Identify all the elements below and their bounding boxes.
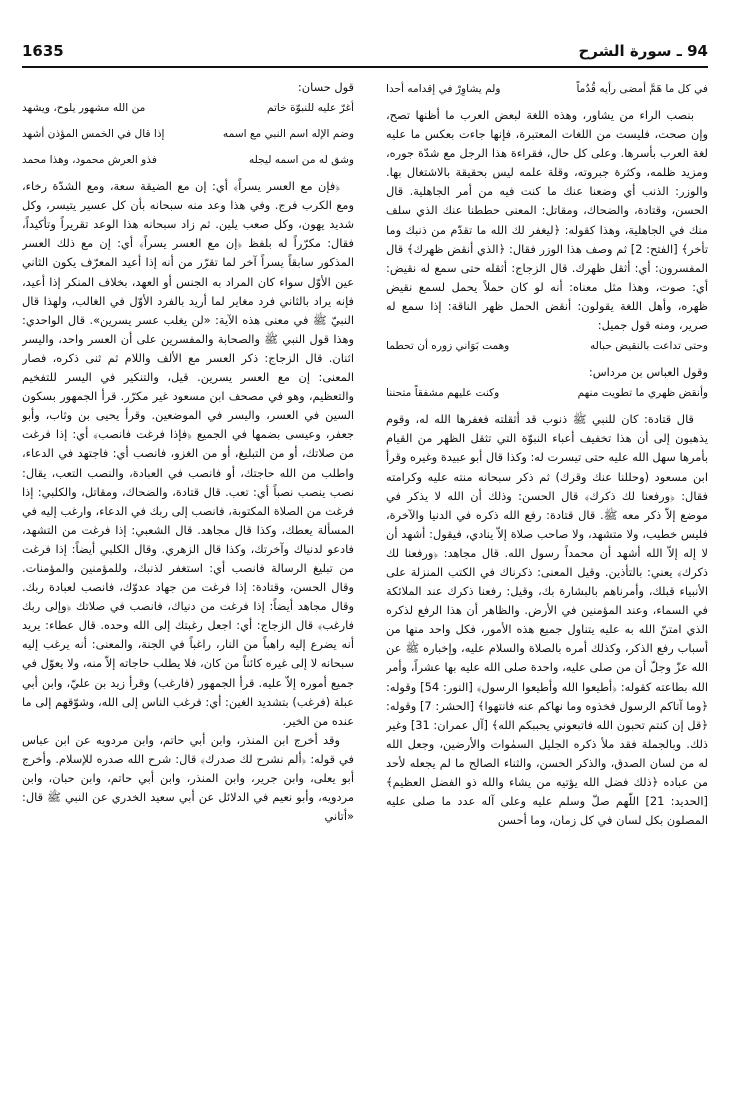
poetry-verse xyxy=(386,80,708,98)
commentary-paragraph: وقد أخرج ابن المنذر، وابن أبي حاتم، وابن مردويه عن ابن عباس في قوله: ﴿ألم نشرح لك صدرك﴾ قال: شرح الله صدره للإسلام. وأخرج أبو يعلى، وابن جرير، وابن المنذر، وابن أبي حاتم، وابن حبان، وابن مردويه، وأبو نعيم في الدلائل عن أبي سعيد الخدري عن النبي ﷺ قال: «أتاني xyxy=(22,732,354,824)
verse-second-hemistich: وهمت بَوَاني زوره أن تحطما xyxy=(386,340,510,353)
right-column xyxy=(386,78,708,1098)
commentary-paragraph: ﴿فإن مع العسر يسراً﴾ أي: إن مع الضيقة سعة، ومع الشدّة رخاء، ومع الكرب فرج. وفي هذا وعد منه سبحانه بأن كل عسير يتيسر، وكل شديد يهون، وكل صعب يلين. ثم زاد سبحانه هذا الوعد تقريراً وتأكيداً، فقال: مكرّراً له بلفظ ﴿إن مع العسر يسراً﴾ أي: إن مع ذلك العسر المذكور سابقاً يسراً آخر لما تقرّر من أنه إذا أعيد المعرّف يكون الثاني عين الأوّل سواء كان المراد به الجنس أو العهد، بخلاف المنكر إذا أعيد، فإنه يراد بالثاني فرد مغاير لما أريد بالفرد الأوّل في الغالب، ولهذا قال النبيّ ﷺ في معنى هذه الآية: «لن يغلب عسر يسرين». قال الواحدي: وهذا قول النبي ﷺ والصحابة والمفسرين على أن العسر واحد، واليسر اثنان. قال الزجاج: ذكر العسر مع الألف واللام ثم ثنى ذكره، فصار المعنى: إن مع العسر يسرين. قيل، والتنكير في اليسر للتفخيم والتعظيم، وهو في مصحف ابن مسعود غير مكرّر. قرأ الجمهور بسكون السين في العسر، واليسر في الموضعين. وقرأ يحيى بن وثاب، وأبو جعفر، وعيسى بضمها في الجميع ﴿فإذا فرغت فانصب﴾ أي: إذا فرغت من صلاتك، أو من التبليغ، أو من الغزو، فانصب أي: فاجتهد في الدعاء، واطلب من الله حاجتك، أو فانصب في العبادة، والنصب التعب، يقال: نصب ينصب نصباً أي: تعب. قال قتادة، والضحاك، ومقاتل، والكلبي: إذا فرغت من الصلاة المكتوبة، فانصب إلى ربك في الدعاء، وارغب إليه في المسألة يعطك، وكذا قال مجاهد. قال الشعبي: إذا فرغت من التشهد، فادعو لدنياك وآخرتك، وكذا قال الزهري. وقال الكلبي أيضاً: إذا فرغت من تبليغ الرسالة فانصب أي: استغفر لذنبك، وللمؤمنين والمؤمنات. وقال الحسن، وقتادة: إذا فرغت من جهاد عدوّك، فانصب لعبادة ربك. وقال مجاهد أيضاً: إذا فرغت من دنياك، فانصب في صلاتك ﴿وإلى ربك فارغب﴾ قال الزجاج: أي: اجعل رغبتك إلى الله وحده. قال عطاء: يريد أنه يضرع إليه راهباً من النار، راغباً في الجنة، والمعنى: أنه يرغب إليه سبحانه لا إلى غيره كائناً من كان، فلا يطلب حاجاته إلاّ منه، ولا يعوّل في جميع أموره إلاّ عليه. قرأ الجمهور (فارغب) وقرأ زيد بن عليّ، وابن أبي عبلة (فرغب) بتشديد الغين: أي: فرغب الناس إلى الله، وشوّقهم إلى ما عنده من الخير. xyxy=(22,179,354,728)
verse-second-hemistich: وكنت عليهم مشفقاً متحننا xyxy=(386,387,500,400)
poem-attribution: قول حسان: xyxy=(297,80,354,94)
running-title: 94 ـ سورة الشرح xyxy=(578,42,708,60)
verse-second-hemistich: فذو العرش محمود، وهذا محمد xyxy=(22,154,157,167)
poetry-verse xyxy=(386,384,708,402)
verse-first-hemistich: أغرّ عليه للنبوّة خاتم xyxy=(266,102,354,115)
poetry-verse xyxy=(22,99,354,117)
verse-second-hemistich: إذا قال في الخمس المؤذن أشهد xyxy=(22,128,165,141)
verse-second-hemistich: ولم يشاوِرْ في إقدامه أحدا xyxy=(386,83,501,95)
poem-attribution: وقول العباس بن مرداس: xyxy=(588,365,708,380)
verse-first-hemistich: وشق له من اسمه ليجله xyxy=(248,154,354,167)
commentary-paragraph: قال قتادة: كان للنبي ﷺ ذنوب قد أثقلته فغفرها الله له، وقوم يذهبون إلى أن هذا تخفيف أعباء النبوّة التي تثقل الظهر من القيام بأمرها سهل الله عليه حتى تيسرت له: وكذا قال أبو عبيدة وغيره وقرأ ابن مسعود (وحللنا عنك وقرك) ثم ذكر سبحانه منته عليه وكرامته فقال: ﴿ورفعنا لك ذكرك﴾ قال الحسن: وذلك أن الله لا يذكر في موضع إلاّ ذكر معه ﷺ. قال قتادة: رفع الله ذكره في الدنيا والآخرة، فليس خطيب، ولا متشهد، ولا صاحب صلاة إلاّ ينادي، فيقول: أشهد أن لا إله إلاّ الله أشهد أن محمداً رسول الله. قال مجاهد: ﴿ورفعنا لك ذكرك﴾ يعني: بالتأذين. وقيل المعنى: ذكرناك في الكتب المنزلة على الأنبياء قبلك، وأمرناهم بالبشارة بك، وقيل: رفعنا ذكرك عند الملائكة في السماء، وعند المؤمنين في الأرض. والظاهر أن هذا الرفع لذكره الذي امتنّ الله به عليه يتناول جميع هذه الأمور، فكل واحد منها من أسباب رفع الذكر، وكذلك أمره بالصلاة والسلام عليه، وإخباره ﷺ عن الله عزّ وجلّ أن من صلى عليه، واحدة صلى الله عليه بها عشراً، وأمر الله بطاعته كقوله: ﴿أطيعوا الله وأطيعوا الرسول﴾ [النور: 54] وقوله: ﴿وما آتاكم الرسول فخذوه وما نهاكم عنه فانتهوا﴾ [الحشر: 7] وقوله: ﴿قل إن كنتم تحبون الله فاتبعوني يحببكم الله﴾ [آل عمران: 31] وغير ذلك. وبالجملة فقد ملأ ذكره الجليل السمٰوات والأرضين، وجعل الله له من لسان الصدق، والذكر الحسن، والثناء الصالح ما لم يجعله لأحد من عباده ﴿ذلك فضل الله يؤتيه من يشاء والله ذو الفضل العظيم﴾ [الحديد: 21] اللّهم صلّ وسلم عليه وعلى آله عدد ما صلى عليه المصلون بكل لسان في كل زمان، وما أحسن xyxy=(386,412,708,828)
verse-first-hemistich: وأنقض ظهري ما تطويت منهم xyxy=(577,387,708,400)
left-column xyxy=(22,78,354,1098)
verse-first-hemistich: في كل ما هَمَّ أمضى رأيه قُدُماً xyxy=(576,83,708,95)
commentary-paragraph: بنصب الراء من يشاور، وهذه اللغة لبعض العرب ما أظنها تصح، وإن صحت، فليست من اللغات المعتبرة، فإنها جاءت بعكس ما عليه لغة العرب بأسرها. وعلى كل حال، فقراءة هذا الرجل مع شدّة جوره، ومزيد ظلمه، وكثرة جبروته، وقلة علمه ليس بحقيقة بالاشتغال بها. والوزر: الذنب أي وضعنا عنك ما كنت فيه من أمر الجاهلية. قال الحسن، وقتادة، والضحاك، ومقاتل: المعنى حططنا عنك الذي سلف منك في الجاهلية، وهذا كقوله: ﴿ليغفر لك الله ما تقدّم من ذنبك وما تأخر﴾ [الفتح: 2] ثم وصف هذا الوزر فقال: ﴿الذي أنقض ظهرك﴾ قال المفسرون: أي: أثقل ظهرك. قال الزجاج: أثقله حتى سمع له نقيض: أي: صوت، وهذا مثل معناه: أنه لو كان حملاً يحمل لسمع نقيض ظهره، وأهل اللغة يقولون: أنقض الحمل ظهر الناقة: إذا سمع له صرير، ومنه قول جميل: xyxy=(386,108,708,333)
verse-first-hemistich: وحتى تداعت بالنقيض حباله xyxy=(590,340,708,353)
verse-second-hemistich: من الله مشهور يلوح، ويشهد xyxy=(22,102,146,115)
poetry-verse xyxy=(386,337,708,355)
page-number: 1635 xyxy=(22,42,64,60)
poetry-verse xyxy=(22,151,354,169)
poetry-verse xyxy=(22,125,354,143)
page-header xyxy=(22,40,708,68)
verse-first-hemistich: وضم الإله اسم النبي مع اسمه xyxy=(222,128,354,141)
